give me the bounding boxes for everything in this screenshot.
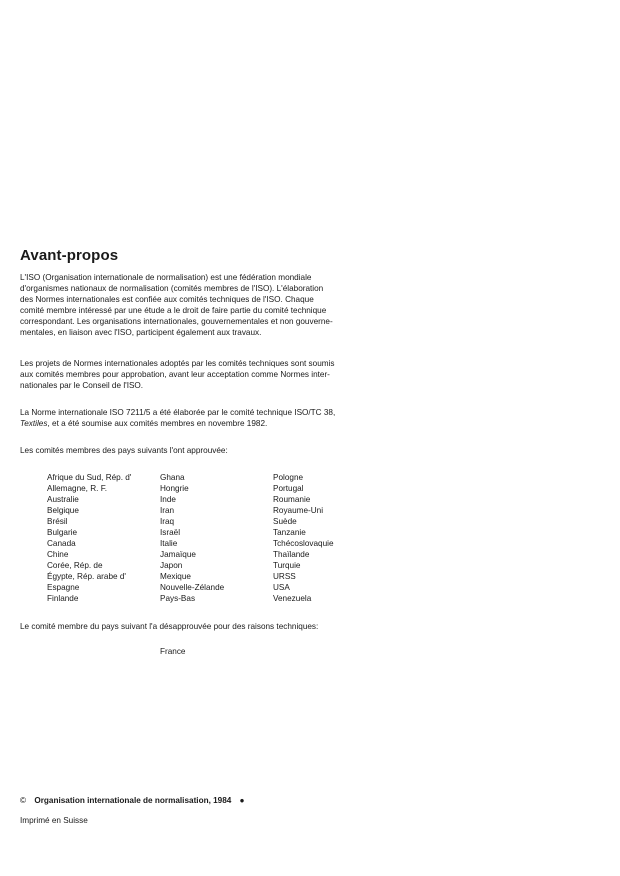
country-item: Brésil: [47, 517, 68, 526]
country-item: Nouvelle-Zélande: [160, 583, 225, 592]
page-title: Avant-propos: [20, 247, 119, 264]
country-column-3: [273, 472, 334, 604]
paragraph-line: L'ISO (Organisation internationale de normalisation) est une fédération mondiale: [20, 273, 312, 282]
paragraph-line: aux comités membres pour approbation, avant leur acceptation comme Normes inter-: [20, 370, 330, 379]
country-item: Afrique du Sud, Rép. d': [47, 473, 132, 482]
approval-intro: Les comités membres des pays suivants l'ont approuvée:: [20, 446, 228, 455]
country-item: Portugal: [273, 484, 304, 493]
country-item: Égypte, Rép. arabe d': [47, 572, 126, 581]
country-item: Hongrie: [160, 484, 189, 493]
country-item: Ghana: [160, 473, 185, 482]
country-item: Pays-Bas: [160, 594, 196, 603]
paragraph-line: mentales, en liaison avec l'ISO, participent également aux travaux.: [20, 328, 262, 337]
paragraph-line: Les projets de Normes internationales adoptés par les comités techniques sont soumis: [20, 359, 335, 368]
country-item: Tchécoslovaquie: [273, 539, 334, 548]
country-item: URSS: [273, 572, 296, 581]
country-item: Allemagne, R. F.: [47, 484, 108, 493]
copyright-text: Organisation internationale de normalisation, 1984: [34, 796, 232, 805]
country-item: Suède: [273, 517, 297, 526]
copyright-icon: ©: [20, 796, 27, 805]
country-item: Iran: [160, 506, 175, 515]
country-item: Chine: [47, 550, 69, 559]
country-item: Thaïlande: [273, 550, 310, 559]
country-item: Venezuela: [273, 594, 312, 603]
country-item: Roumanie: [273, 495, 311, 504]
country-item: USA: [273, 583, 290, 592]
country-item: Inde: [160, 495, 176, 504]
country-item: Corée, Rép. de: [47, 561, 103, 570]
country-column-2: [160, 472, 224, 604]
country-column-1: [47, 472, 131, 604]
country-item: Bulgarie: [47, 528, 78, 537]
bullet-icon: ●: [239, 796, 245, 805]
paragraph-intro: [20, 272, 365, 338]
standard-origin-line-2: , et a été soumise aux comités membres en novembre 1982.: [47, 419, 268, 428]
disapproval-intro: Le comité membre du pays suivant l'a désapprouvée pour des raisons techniques:: [20, 622, 319, 631]
paragraph-drafts: [20, 358, 365, 391]
country-item: Pologne: [273, 473, 304, 482]
copyright-line: [20, 796, 245, 805]
printed-in: Imprimé en Suisse: [20, 816, 88, 825]
country-item: Israël: [160, 528, 181, 537]
country-item: Turquie: [273, 561, 301, 570]
country-item: Japon: [160, 561, 183, 570]
standard-origin-line-1: La Norme internationale ISO 7211/5 a été élaborée par le comité technique ISO/TC 38,: [20, 408, 336, 417]
country-item: Tanzanie: [273, 528, 306, 537]
country-item: Iraq: [160, 517, 175, 526]
disapproving-country: France: [160, 647, 186, 656]
committee-name: Textiles: [20, 419, 48, 428]
paragraph-standard-origin: [20, 407, 365, 429]
paragraph-line: correspondant. Les organisations internationales, gouvernementales et non gouverne-: [20, 317, 333, 326]
country-item: Italie: [160, 539, 178, 548]
paragraph-line: comité membre intéressé par une étude a le droit de faire partie du comité technique: [20, 306, 327, 315]
country-item: Finlande: [47, 594, 79, 603]
country-item: Mexique: [160, 572, 191, 581]
country-item: Canada: [47, 539, 76, 548]
paragraph-line: d'organismes nationaux de normalisation (comités membres de l'ISO). L'élaboration: [20, 284, 324, 293]
paragraph-line: nationales par le Conseil de l'ISO.: [20, 381, 144, 390]
country-item: Royaume-Uni: [273, 506, 324, 515]
country-item: Belgique: [47, 506, 79, 515]
country-item: Jamaïque: [160, 550, 196, 559]
paragraph-line: des Normes internationales est confiée aux comités techniques de l'ISO. Chaque: [20, 295, 314, 304]
country-item: Espagne: [47, 583, 80, 592]
country-item: Australie: [47, 495, 79, 504]
